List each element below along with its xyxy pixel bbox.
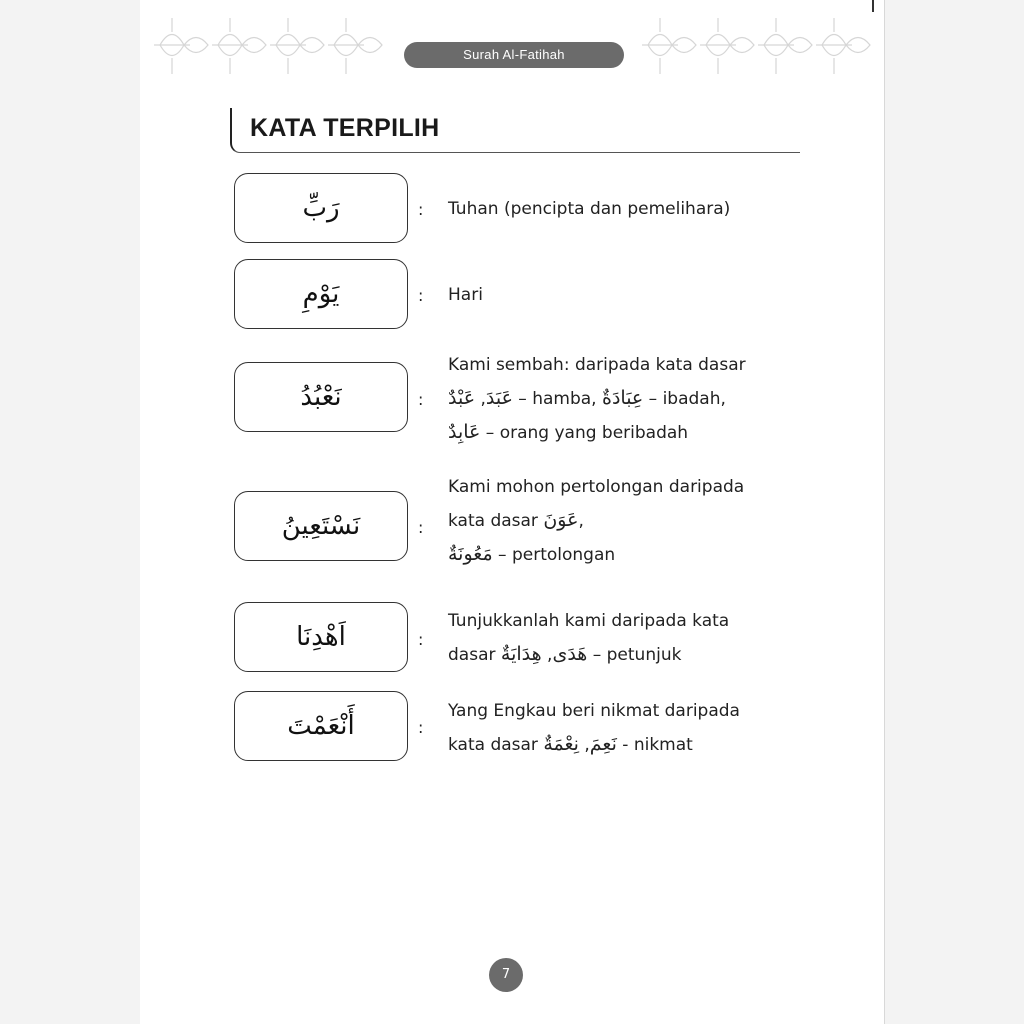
arabic-derivative: مَعُونَةٌ xyxy=(448,543,493,565)
page-number-badge: 7 xyxy=(489,958,523,992)
colon-separator: : xyxy=(418,630,424,649)
meaning-line: عَبَدَ, عَبْدٌ – hamba, عِبَادَةٌ – ibadah, xyxy=(448,387,726,409)
colon-separator: : xyxy=(418,200,424,219)
arabic-root: عَبَدَ xyxy=(485,387,513,409)
meaning-line: dasar هَدَى, هِدَايَةٌ – petunjuk xyxy=(448,643,682,665)
meaning-text: Hari xyxy=(448,285,483,305)
colon-separator: : xyxy=(418,718,424,737)
colon-separator: : xyxy=(418,390,424,409)
meaning-text: Tuhan (pencipta dan pemelihara) xyxy=(448,199,731,219)
meaning-line: Yang Engkau beri nikmat daripada xyxy=(448,701,740,721)
meaning-line: Kami mohon pertolongan daripada xyxy=(448,477,745,497)
section-title: KATA TERPILIH xyxy=(250,114,440,142)
arabic-word-box xyxy=(234,173,408,243)
arabic-word: اَهْدِنَا xyxy=(296,622,346,652)
arabic-word: أَنْعَمْتَ xyxy=(287,711,355,741)
arabic-root: نَعِمَ xyxy=(589,733,617,755)
arabic-word: رَبِّ xyxy=(302,193,340,223)
arabic-word: يَوْمِ xyxy=(302,279,340,309)
arabic-derivative: هِدَايَةٌ xyxy=(500,643,542,665)
arabic-word-box xyxy=(234,691,408,761)
arabic-word-box xyxy=(234,362,408,432)
word-meaning xyxy=(448,193,818,226)
arabic-word: نَعْبُدُ xyxy=(300,382,342,412)
colon-separator: : xyxy=(418,286,424,305)
page-edge-mark xyxy=(872,0,874,12)
word-meaning xyxy=(448,471,818,572)
arabic-derivative: عَابِدٌ xyxy=(448,421,481,443)
meaning-line: عَابِدٌ – orang yang beribadah xyxy=(448,421,689,443)
arabic-derivative: عَبْدٌ xyxy=(448,387,476,409)
colon-separator: : xyxy=(418,518,424,537)
arabic-root: هَدَى xyxy=(552,643,588,665)
word-meaning xyxy=(448,695,818,762)
arabic-word-box xyxy=(234,491,408,561)
arabic-word-box xyxy=(234,602,408,672)
meaning-line: kata dasar عَوَنَ, xyxy=(448,509,584,531)
meaning-line: Kami sembah: daripada kata dasar xyxy=(448,355,746,375)
arabic-derivative: نِعْمَةٌ xyxy=(543,733,579,755)
word-meaning xyxy=(448,349,818,450)
arabic-root: عَوَنَ xyxy=(543,509,579,531)
word-meaning xyxy=(448,605,818,672)
arabic-word-box xyxy=(234,259,408,329)
word-meaning xyxy=(448,279,818,312)
arabic-word: نَسْتَعِينُ xyxy=(281,511,361,541)
meaning-line: مَعُونَةٌ – pertolongan xyxy=(448,543,616,565)
chapter-title-pill: Surah Al-Fatihah xyxy=(404,42,624,68)
meaning-line: kata dasar نَعِمَ, نِعْمَةٌ - nikmat xyxy=(448,733,693,755)
arabic-derivative: عِبَادَةٌ xyxy=(601,387,644,409)
meaning-line: Tunjukkanlah kami daripada kata xyxy=(448,611,730,631)
